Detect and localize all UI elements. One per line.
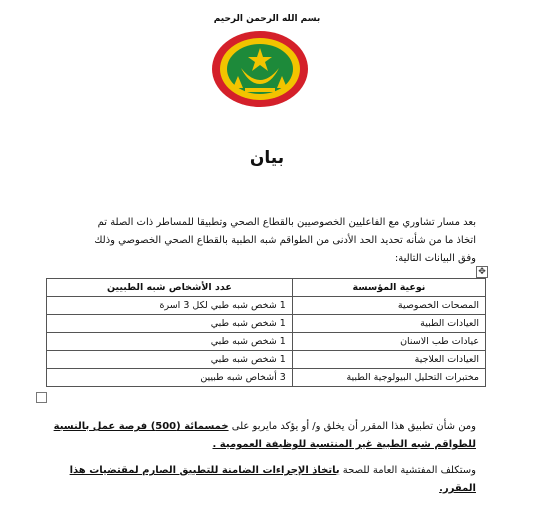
intro-line-3: وفق البيانات التالية: xyxy=(394,253,476,264)
text-run-bold: المقرر. xyxy=(439,483,476,494)
cell-staff: 3 أشخاص شبه طبيين xyxy=(47,369,293,387)
table-row xyxy=(47,369,486,387)
table-move-handle[interactable]: ✥ xyxy=(476,266,488,278)
national-seal-logo xyxy=(205,28,315,110)
paragraph-job-opportunities xyxy=(36,418,476,454)
text-run-bold: باتخاذ الإجراءات الضامنة للتطبيق الصارم لمقتضيات هذا xyxy=(69,465,340,476)
statement-title: بيان xyxy=(249,148,285,168)
paramedical-staff-table xyxy=(46,278,486,387)
cell-staff: 1 شخص شبه طبي لكل 3 اسرة xyxy=(47,297,293,315)
text-run-bold: للطواقم شبه الطبية غير المنتسبة للوظيفة العمومية . xyxy=(212,439,476,450)
table-row xyxy=(47,297,486,315)
paragraph-inspection xyxy=(36,462,476,498)
intro-line-1: بعد مسار تشاوري مع الفاعليين الخصوصيين بالقطاع الصحي وتطبيقا للمساطر ذات الصلة تم xyxy=(97,217,476,228)
paragraph-line xyxy=(36,480,476,498)
paragraph-line xyxy=(36,418,476,436)
cell-staff: 1 شخص شبه طبي xyxy=(47,333,293,351)
paragraph-line xyxy=(36,462,476,480)
cell-staff: 1 شخص شبه طبي xyxy=(47,351,293,369)
header-staff: عدد الأشخاص شبه الطبيين xyxy=(47,279,293,297)
intro-line-2: اتخاذ ما من شأنه تحديد الحد الأدنى من الطواقم شبه الطبية بالقطاع الصحي الخصوصي وذلك xyxy=(94,235,476,246)
intro-paragraph xyxy=(46,214,476,268)
cell-institution: مختبرات التحليل البيولوجية الطبية xyxy=(292,369,485,387)
table-row xyxy=(47,315,486,333)
paragraph-line xyxy=(36,436,476,454)
text-run: ومن شأن تطبيق هذا المقرر أن يخلق و/ أو يؤكد مايربو على xyxy=(228,421,476,432)
header-institution: نوعية المؤسسة xyxy=(292,279,485,297)
table-row xyxy=(47,333,486,351)
cell-institution: عيادات طب الاسنان xyxy=(292,333,485,351)
cell-institution: العيادات الطبية xyxy=(292,315,485,333)
table-resize-handle[interactable] xyxy=(36,392,47,403)
table-header-row xyxy=(47,279,486,297)
cell-institution: المصحات الخصوصية xyxy=(292,297,485,315)
text-run-bold: خمسمائة (500) فرصة عمل بالنسبة xyxy=(53,421,229,432)
cell-staff: 1 شخص شبه طبي xyxy=(47,315,293,333)
text-run: وستكلف المفتشية العامة للصحة xyxy=(339,465,476,476)
table-row xyxy=(47,351,486,369)
basmala: بسم الله الرحمن الرحيم xyxy=(213,14,321,24)
cell-institution: العيادات العلاجية xyxy=(292,351,485,369)
